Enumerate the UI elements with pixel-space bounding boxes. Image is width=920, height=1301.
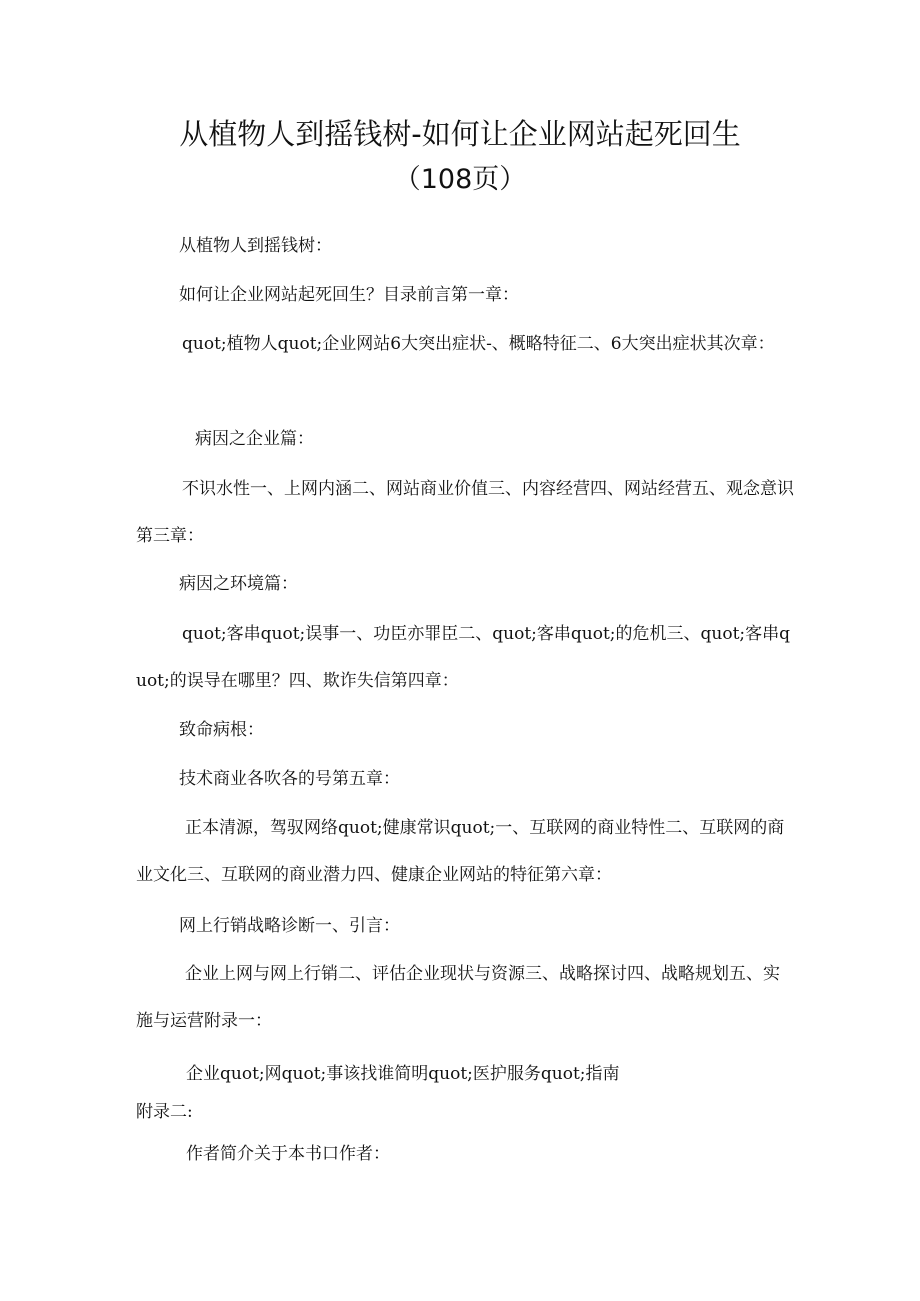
document-title-line-1: 从植物人到摇钱树-如何让企业网站起死回生	[179, 117, 741, 151]
paragraph-11: 网上行销战略诊断一、引言：	[179, 916, 400, 936]
paragraph-3: quot;植物人quot;企业网站6大突出症状-、概略特征二、6大突出症状其次章：	[182, 334, 775, 354]
paragraph-14: 附录二:	[136, 1102, 193, 1122]
paragraph-6: 病因之环境篇：	[179, 574, 298, 594]
paragraph-10: 正本清源，驾驭网络quot;健康常识quot;一、互联网的商业特性二、互联网的商业文化三、互联网的商业潜力四、健康企业网站的特征第六章：	[136, 818, 785, 885]
paragraph-1: 从植物人到摇钱树：	[179, 236, 332, 256]
document-title-line-2: （108页）	[393, 164, 527, 195]
paragraph-15: 作者简介关于本书口作者：	[186, 1144, 390, 1164]
paragraph-8: 致命病根：	[179, 720, 264, 740]
paragraph-12: 企业上网与网上行销二、评估企业现状与资源三、战略探讨四、战略规划五、实施与运营附录一：	[136, 964, 780, 1031]
paragraph-2: 如何让企业网站起死回生？目录前言第一章：	[179, 285, 519, 305]
paragraph-4: 病因之企业篇：	[195, 429, 314, 449]
paragraph-13: 企业quot;网quot;事该找谁简明quot;医护服务quot;指南	[186, 1064, 620, 1084]
paragraph-9: 技术商业各吹各的号第五章：	[179, 769, 400, 789]
paragraph-5: 不识水性一、上网内涵二、网站商业价值三、内容经营四、网站经营五、观念意识第三章：	[136, 479, 794, 546]
paragraph-7: quot;客串quot;误事一、功臣亦罪臣二、quot;客串quot;的危机三、quot;客串quot;的误导在哪里？四、欺诈失信第四章：	[136, 624, 791, 691]
